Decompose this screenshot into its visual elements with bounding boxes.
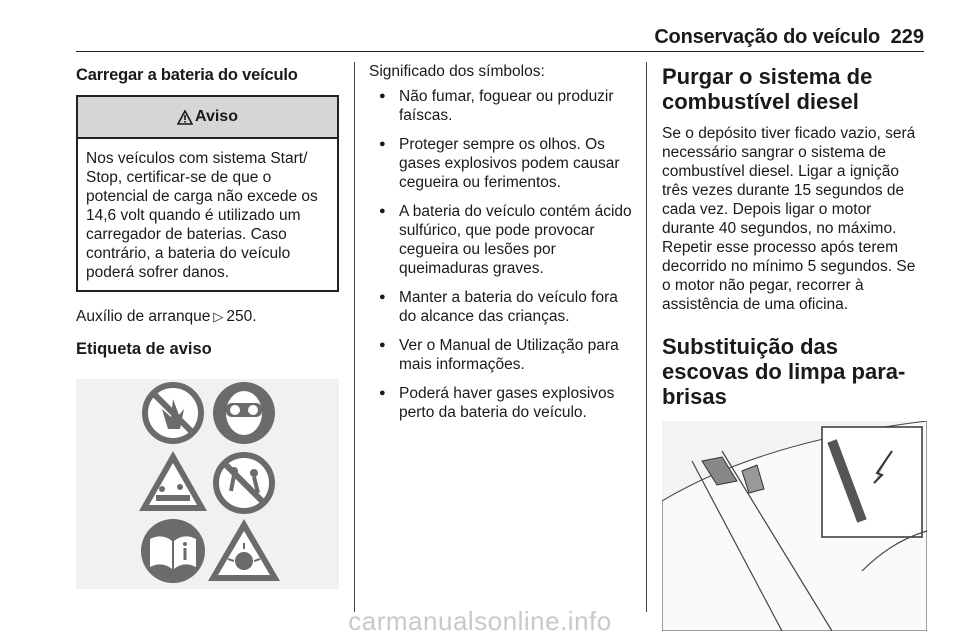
list-item: ● A bateria do veículo contém ácido sulfúrico, que pode provocar cegueira ou lesões por queimaduras graves. [369,202,632,278]
goggles-icon [213,382,275,444]
column-divider [354,62,355,612]
warning-text: Nos veículos com sistema Start/ Stop, certificar-se de que o potencial de carga não excede os 14,6 volt quando é utilizado um carregador de baterias. Caso contrário, a bateria do veículo poderá sofrer danos. [86,150,318,281]
warning-box [76,95,339,292]
warning-triangle-icon [177,110,193,125]
section-title: Conservação do veículo [654,26,880,48]
wiper-illustration-graphic [662,421,927,631]
acid-warning-icon [139,451,207,511]
warning-box-header [78,97,337,139]
no-fire-icon [145,385,201,441]
list-item: ● Proteger sempre os olhos. Os gases explosivos podem causar cegueira ou ferimentos. [369,135,632,192]
symbols-list [369,87,632,422]
header-rule [76,51,924,52]
warning-label-graphic [76,379,339,589]
page-ref-arrow-icon: ▷ [213,309,224,324]
wiper-illustration [662,421,927,631]
heading-battery-charging: Carregar a bateria do veículo [76,66,298,84]
cross-reference [76,308,339,326]
heading-wiper-replacement: Substituição das escovas do limpa para-brisas [662,334,906,409]
column-middle [369,62,632,432]
reference-page[interactable]: 250. [226,308,257,325]
diesel-bleeding-text: Se o depósito tiver ficado vazio, será necessário sangrar o sistema de combustível diesel. Ligar a ignição três vezes durante 15 segundos de cada vez. Depois ligar o motor durante 40 segundos, no máximo. Repetir esse processo após terem decorrido no mínimo 5 segundos. Se o motor não pegar, recorrer à assistência de uma oficina. [662,125,916,313]
page-number: 229 [890,26,924,48]
warning-label-image [76,379,339,589]
warning-title: Aviso [195,108,238,125]
watermark: carmanualsonline.info [348,606,612,636]
column-left [76,62,339,589]
column-divider [646,62,647,612]
heading-diesel-bleeding: Purgar o sistema de combustível diesel [662,64,873,114]
list-item: ● Poderá haver gases explosivos perto da bateria do veículo. [369,384,632,422]
column-right [662,62,927,631]
reference-text: Auxílio de arranque [76,308,211,325]
heading-warning-label: Etiqueta de aviso [76,340,212,358]
explosive-icon [208,519,280,581]
symbols-intro: Significado dos símbolos: [369,63,545,80]
list-item: ● Ver o Manual de Utilização para mais informações. [369,336,632,374]
list-item: ● Não fumar, foguear ou produzir faíscas. [369,87,632,125]
list-item: ● Manter a bateria do veículo fora do alcance das crianças. [369,288,632,326]
manual-icon [141,519,205,583]
keep-children-away-icon [216,455,272,511]
